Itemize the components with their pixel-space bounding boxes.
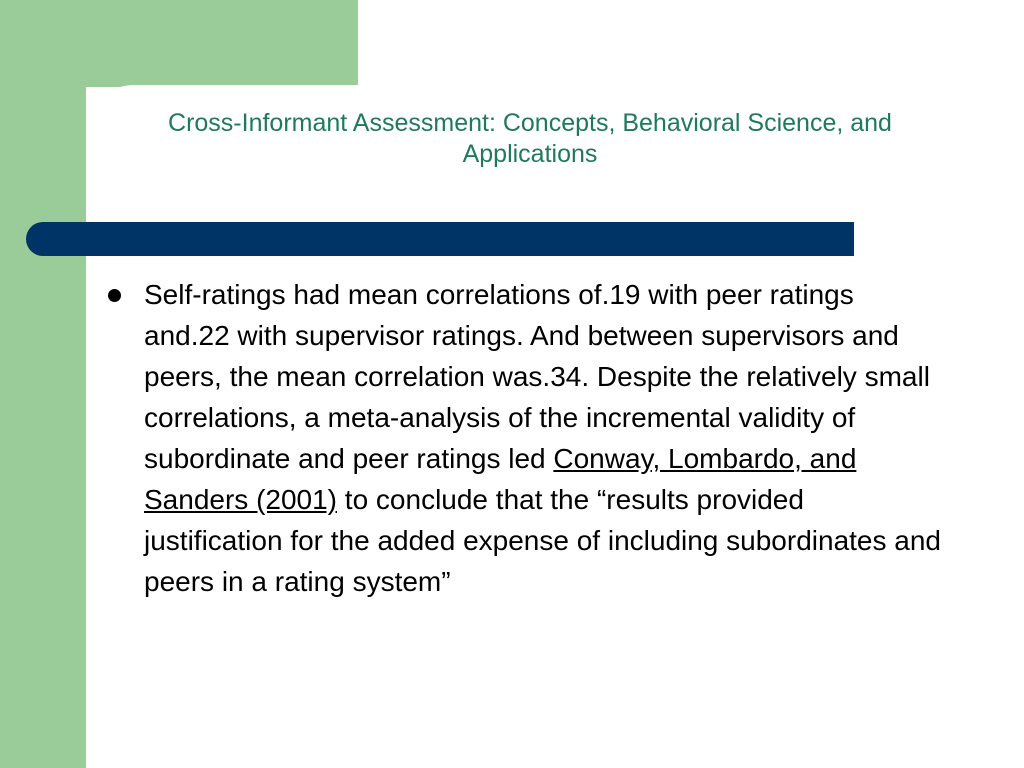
bullet-icon <box>108 289 121 302</box>
green-left-band <box>0 0 86 768</box>
slide-title: Cross-Informant Assessment: Concepts, Behavioral Science, and Applications <box>168 109 892 168</box>
bullet-item <box>104 274 944 602</box>
slide-body <box>104 274 944 602</box>
title-divider-bar <box>26 222 854 256</box>
citation-link[interactable]: Conway, Lombardo, and Sanders (2001) <box>144 443 857 515</box>
bullet-text-before-link: Self-ratings had mean correlations of.19 with peer ratings and.22 with supervisor ratings. And between supervisors and peers, the mean correlation was.34. Despite the relatively small correlations, a meta-analysis of the incremental validity of subordinate and peer ratings led <box>144 279 930 474</box>
bullet-text-after-link: to conclude that the “results provided justification for the added expense of including subordinates and peers in a rating system” <box>144 484 941 597</box>
